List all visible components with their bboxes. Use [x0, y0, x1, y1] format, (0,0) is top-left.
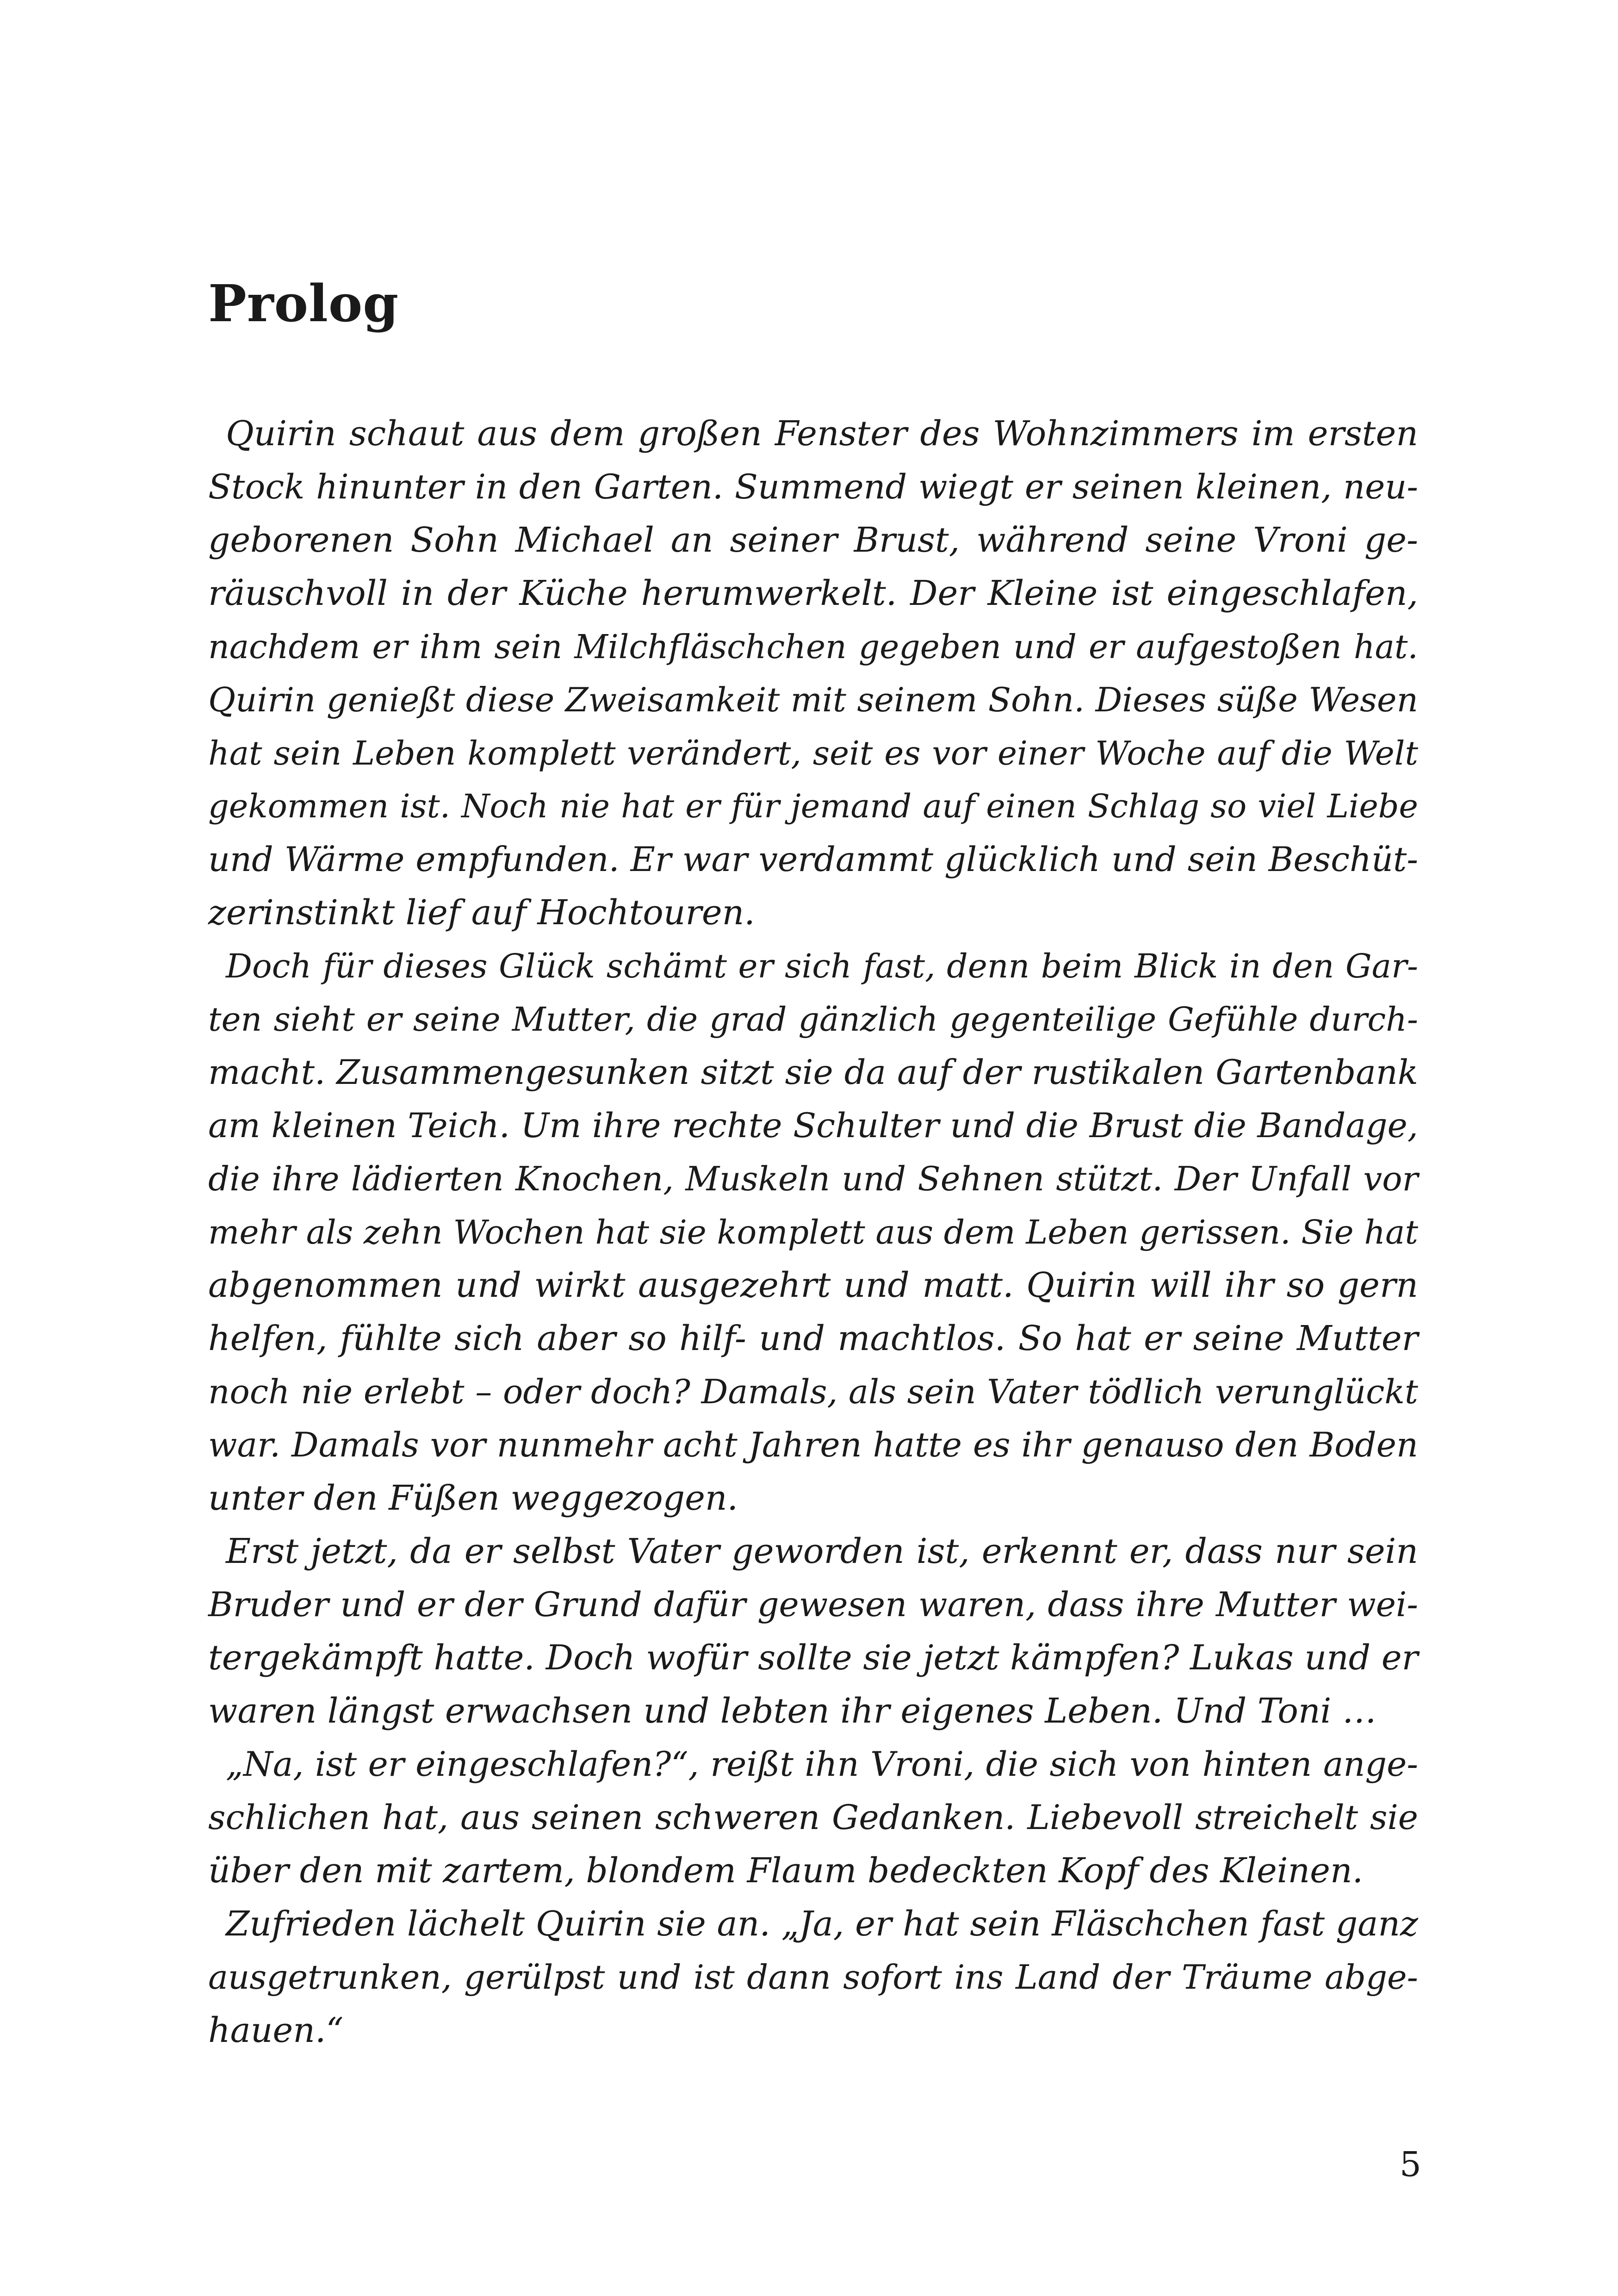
text-line: hat sein Leben komplett verändert, seit es vor einer Woche auf die Welt — [208, 734, 1418, 772]
text-line: mehr als zehn Wochen hat sie komplett aus dem Leben gerissen. Sie hat — [208, 1213, 1418, 1251]
text-line: waren längst erwachsen und lebten ihr eigenes Leben. Und Toni … — [208, 1691, 1376, 1731]
text-line: helfen, fühlte sich aber so hilf- und machtlos. So hat er seine Mutter — [208, 1319, 1418, 1358]
text-line: noch nie erlebt – oder doch? Damals, als sein Vater tödlich verunglückt — [208, 1372, 1418, 1411]
text-line: macht. Zusammengesunken sitzt sie da auf der rustikalen Gartenbank — [208, 1053, 1418, 1092]
text-line: Erst jetzt, da er selbst Vater geworden ist, erkennt er, dass nur sein — [226, 1531, 1418, 1571]
text-line: Zufrieden lächelt Quirin sie an. „Ja, er hat sein Fläschchen fast ganz — [226, 1904, 1418, 1944]
text-line: Quirin schaut aus dem großen Fenster des Wohnzimmers im ersten — [226, 414, 1418, 454]
text-line: nachdem er ihm sein Milchfläschchen gegeben und er aufgestoßen hat. — [208, 628, 1418, 666]
text-line: die ihre lädierten Knochen, Muskeln und Sehnen stützt. Der Unfall vor — [208, 1159, 1418, 1198]
text-line: geborenen Sohn Michael an seiner Brust, während seine Vroni ge- — [208, 520, 1418, 560]
text-line: ten sieht er seine Mutter, die grad gänzlich gegenteilige Gefühle durch- — [208, 1000, 1418, 1039]
text-line: Bruder und er der Grund dafür gewesen waren, dass ihre Mutter wei- — [208, 1585, 1418, 1624]
text-line: und Wärme empfunden. Er war verdammt glücklich und sein Beschüt- — [208, 840, 1418, 879]
text-line: tergekämpft hatte. Doch wofür sollte sie jetzt kämpfen? Lukas und er — [208, 1638, 1418, 1678]
paragraph — [208, 1738, 1418, 1898]
text-line: am kleinen Teich. Um ihre rechte Schulter und die Brust die Bandage, — [208, 1106, 1418, 1145]
text-line: hauen.“ — [208, 2010, 344, 2050]
chapter-title: Prolog — [208, 274, 399, 333]
text-line: räuschvoll in der Küche herumwerkelt. Der Kleine ist eingeschlafen, — [208, 573, 1418, 613]
text-line: Doch für dieses Glück schämt er sich fast, denn beim Blick in den Gar- — [226, 947, 1418, 985]
paragraph — [208, 407, 1418, 940]
text-line: Stock hinunter in den Garten. Summend wiegt er seinen kleinen, neu- — [208, 467, 1418, 507]
text-line: abgenommen und wirkt ausgezehrt und matt. Quirin will ihr so gern — [208, 1265, 1418, 1305]
paragraph — [208, 1525, 1418, 1738]
paragraph — [208, 940, 1418, 1525]
text-line: gekommen ist. Noch nie hat er für jemand auf einen Schlag so viel Liebe — [208, 787, 1418, 825]
text-line: zerinstinkt lief auf Hochtouren. — [208, 893, 755, 933]
page-number: 5 — [1399, 2145, 1421, 2184]
text-line: war. Damals vor nunmehr acht Jahren hatte es ihr genauso den Boden — [208, 1425, 1418, 1465]
text-line: unter den Füßen weggezogen. — [208, 1478, 738, 1518]
text-line: ausgetrunken, gerülpst und ist dann sofort ins Land der Träume abge- — [208, 1958, 1418, 1997]
text-line: „Na, ist er eingeschlafen?“, reißt ihn Vroni, die sich von hinten ange- — [226, 1745, 1418, 1784]
paragraph — [208, 1898, 1418, 2057]
text-line: Quirin genießt diese Zweisamkeit mit seinem Sohn. Dieses süße Wesen — [208, 680, 1418, 719]
text-line: über den mit zartem, blondem Flaum bedeckten Kopf des Kleinen. — [208, 1851, 1364, 1891]
text-line: schlichen hat, aus seinen schweren Gedanken. Liebevoll streichelt sie — [208, 1798, 1418, 1837]
chapter-body — [208, 407, 1418, 2057]
